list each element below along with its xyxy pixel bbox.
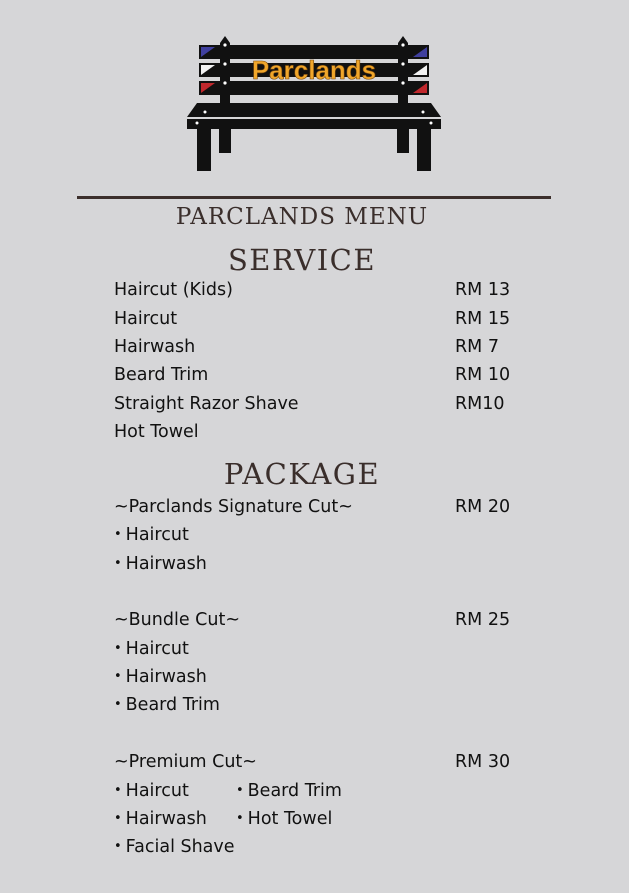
service-item-name: Beard Trim [114, 365, 209, 385]
package-include-item: • Beard Trim [114, 694, 220, 718]
package-price-signature: RM 20 [455, 497, 511, 517]
service-item-name: Haircut (Kids) [114, 280, 233, 300]
service-item-name: Haircut [114, 309, 178, 329]
menu-title: PARCLANDS MENU [175, 204, 429, 230]
logo-text: Parclands [251, 55, 377, 85]
header-divider [77, 196, 551, 199]
package-include-item: • Haircut [114, 524, 189, 548]
package-include-item: • Haircut [114, 638, 189, 662]
package-include-item: • Beard Trim [236, 780, 342, 804]
service-item-price: RM 13 [455, 280, 511, 300]
service-item-name: Straight Razor Shave [114, 394, 299, 414]
package-price-bundle: RM 25 [455, 610, 511, 630]
package-include-item: • Hairwash [114, 666, 207, 690]
package-include-item: • Hairwash [114, 553, 207, 577]
service-item-price: RM 7 [455, 337, 499, 357]
parclands-bench-logo [185, 33, 443, 175]
package-include-item: • Facial Shave [114, 836, 235, 860]
package-include-item: • Haircut [114, 780, 189, 804]
service-heading: SERVICE [227, 243, 377, 277]
package-include-item: • Hot Towel [236, 808, 332, 832]
service-item-price: RM10 [455, 394, 505, 414]
package-name-bundle: ~Bundle Cut~ [114, 610, 240, 630]
service-item-price: RM 10 [455, 365, 511, 385]
package-name-premium: ~Premium Cut~ [114, 752, 257, 772]
package-heading: PACKAGE [223, 457, 381, 491]
package-price-premium: RM 30 [455, 752, 511, 772]
package-name-signature: ~Parclands Signature Cut~ [114, 497, 353, 517]
service-item-name: Hot Towel [114, 422, 199, 442]
package-include-item: • Hairwash [114, 808, 207, 832]
service-item-price: RM 15 [455, 309, 511, 329]
service-item-name: Hairwash [114, 337, 196, 357]
